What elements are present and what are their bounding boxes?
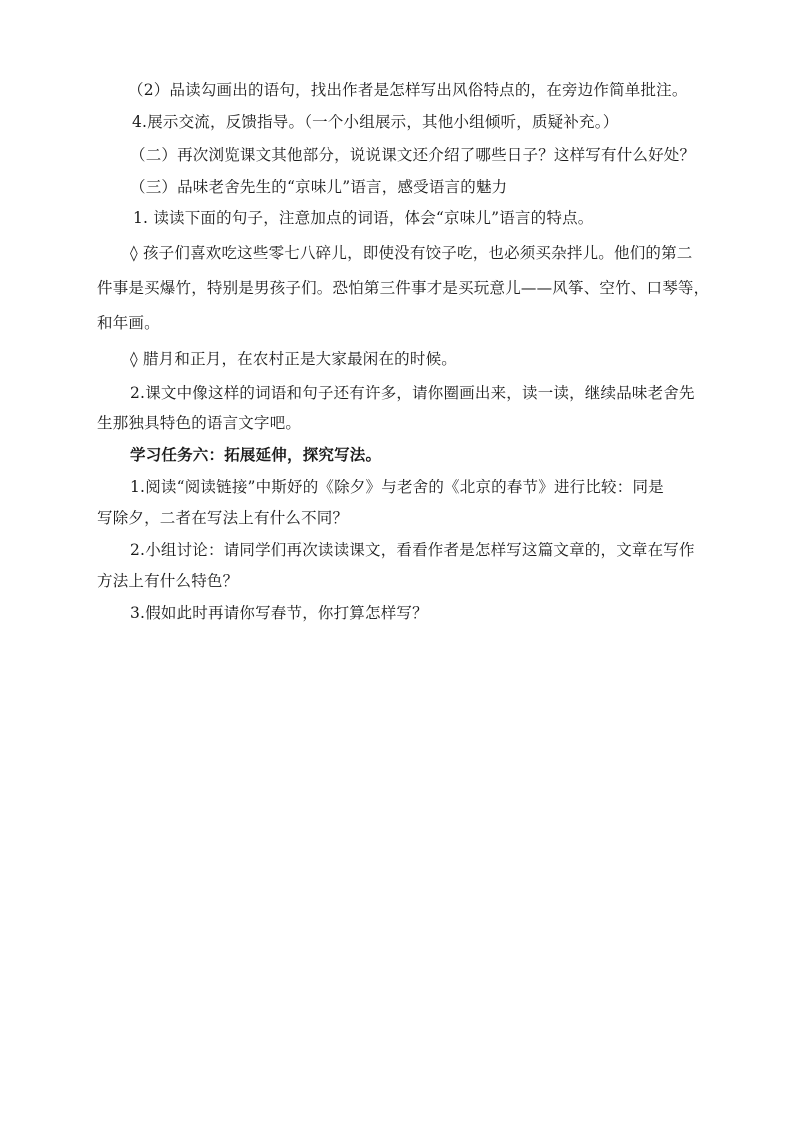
paragraph-line: 写除夕，二者在写法上有什么不同？ [97,509,349,527]
section-heading: （二）再次浏览课文其他部分，说说课文还介绍了哪些日子？这样写有什么好处？ [130,146,696,164]
task-heading: 学习任务六：拓展延伸，探究写法。 [130,445,382,464]
paragraph-line: 生那独具特色的语言文字吧。 [97,414,302,432]
section-heading: （三）品味老舍先生的“京味儿”语言，感受语言的魅力 [130,178,508,196]
paragraph-line: 1. 读读下面的句子，注意加点的词语，体会“京味儿”语言的特点。 [133,209,594,227]
quote-line: 件事是买爆竹，特别是男孩子们。恐怕第三件事才是买玩意儿——风筝、空竹、口琴等， [97,279,710,297]
paragraph-line: （2）品读勾画出的语句，找出作者是怎样写出风俗特点的，在旁边作简单批注。 [128,81,688,99]
quote-line: ◊ 孩子们喜欢吃这些零七八碎儿，即使没有饺子吃，也必须买杂拌儿。他们的第二 [130,244,693,262]
paragraph-line: 2.小组讨论：请同学们再次读读课文，看看作者是怎样写这篇文章的，文章在写作 [130,541,695,559]
paragraph-line: 3.假如此时再请你写春节，你打算怎样写？ [130,604,428,622]
paragraph-line: 1.阅读“阅读链接”中斯妤的《除夕》与老舍的《北京的春节》进行比较：同是 [130,478,664,496]
paragraph-line: 4.展示交流，反馈指导。（一个小组展示，其他小组倾听，质疑补充。） [132,113,619,131]
paragraph-line: 方法上有什么特色？ [97,572,239,590]
quote-line: ◊ 腊月和正月，在农村正是大家最闲在的时候。 [130,350,457,368]
quote-line: 和年画。 [97,314,160,332]
paragraph-line: 2.课文中像这样的词语和句子还有许多，请你圈画出来，读一读，继续品味老舍先 [130,384,695,402]
